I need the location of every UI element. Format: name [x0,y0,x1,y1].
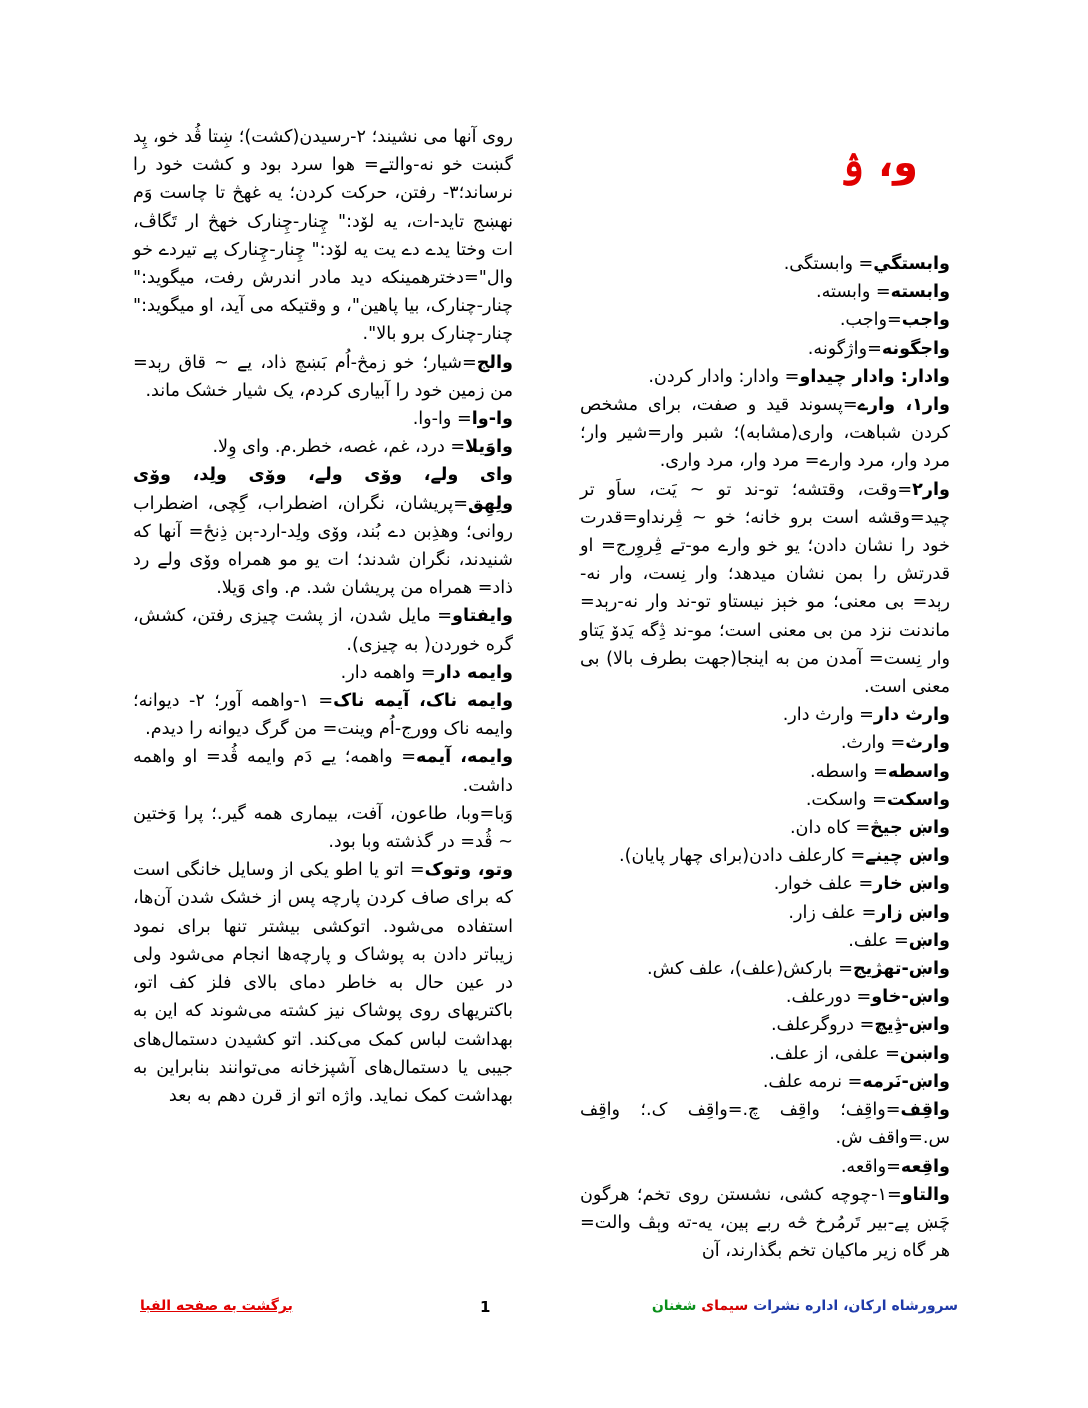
dictionary-entry [580,1153,950,1181]
entry-headword: وا-وا [471,409,513,430]
entry-definition: =۱-چوچه کشی، نشستن روی تخم؛ هرگون چَښ پے-بیر تَرمُرخ څه ربے ېین، یه-ته وېڤ والت= هر گاه زیر ماکیان تخم بگذارند، آن [580,1184,950,1262]
entry-definition: = وارث دار. [782,705,874,726]
page-number: 1 [480,1298,491,1316]
entry-definition: = مایل شدن، از پشت چیزی رفتن، کشش، گره خوردن( به چیزی). [133,606,513,655]
entry-headword: وای ولے، ووٚی ولے، ووٚی ولِد، ووٚی ولِهِق [133,465,513,514]
entry-headword: وارث دار [873,705,950,726]
entry-headword: والج [476,352,513,373]
dictionary-entry [133,433,513,461]
entry-headword: وایمه دار [435,662,513,683]
dictionary-entry [580,335,950,363]
entry-definition: =واجب. [839,310,902,331]
entry-definition: روی آنها می نشیند؛ ۲-رسیدن(کشت)؛ ښِتا ڤُد خو، پِد گښت خو نه-والتے= هوا سرد بود و کشت خود را نرساند؛۳- رفتن، حرکت کردن؛ یه غهڅ تا چاست وَم نهښج تاید-ات، یه لۆد:" چِنار-چِنارک خهڅ ار تَگاڤ، ات وختا یدے دے یت یه لۆد:" چِنار-چِنارک پے تیردے خو وال"=دخترهمینکه دید مادر اندرش رفت، میگوید:" چنار-چنارک، بیا پاهین"، و وقتیکه می آید، او میگوید:" چنار-چنارک برو بالا". [133,127,514,345]
right-column [580,250,950,1265]
dictionary-entry [133,659,513,687]
entry-headword: وایفتاو [452,606,513,627]
entry-definition: = واسطه. [810,761,888,782]
back-to-alphabet-link[interactable]: برگشت به صفحه الفبا [140,1298,293,1314]
entry-headword: وار۱، وارے [857,395,950,416]
entry-headword: واښ-خاو [871,987,950,1008]
entry-definition: = دورعلف. [785,987,872,1008]
dictionary-entry [580,1096,950,1152]
entry-headword: واښ چینے [865,846,950,867]
dictionary-entry [580,842,950,870]
entry-headword: والتاو [901,1184,950,1205]
entry-headword: واښ جیڅ [870,818,950,839]
dictionary-entry [580,758,950,786]
footer-seema: سیمای [701,1298,749,1314]
entry-definition: = علفی، از علف. [769,1043,900,1064]
entry-definition: = واسکت. [805,789,887,810]
entry-headword: وابستگي [873,254,950,274]
entry-headword: واسطه [887,761,950,782]
entry-headword: واسکت [886,789,950,810]
entry-definition: =پسوند قید و صفت، برای مشخص کردن شباهت، واری(مشابه)؛ شبر وار=شیر وار؛ مرد وار، مرد وارے= مرد وار، مرد واری. [580,395,950,472]
dictionary-entry [133,461,513,602]
entry-headword: وارث [905,733,950,754]
section-heading: و، ۉ [840,140,918,186]
dictionary-entry [580,729,950,757]
dictionary-entry [580,701,950,729]
entry-headword: واجب [901,310,950,331]
dictionary-entry [133,123,513,349]
entry-definition: = کارعلف دادن(برای چهار پایان). [619,846,866,867]
entry-definition: =شیار؛ خو زمڅ-اُم بَښچ ذاد، یے ~ قاق رېد= من زمین خود را آبیاری کردم، یک شیار خشک ماند. [133,352,513,401]
entry-definition: =وقت، وقتشه؛ تو-ند تو ~ یَت، ساَو تر چید=وقشه است برو خانه؛ خو ~ ڤِرنداو=قدرت خود را نشان دادن؛ یو خو وارے مو-تے ڤِروِرج= او قدرتش را بمن نشان میدهد؛ وار نِست، وار نه-رېد= بی معنی؛ مو خېز نیستاو تو-ند وار نه-رېد= ماندنت نزد من بی معنی است؛ مو-ند ڎِگه یَدوٚ یَتاو وار نِست= آمدن من به اینجا(جهت بطرف بالا) بی معنی است. [580,479,950,698]
dictionary-entry [580,476,950,702]
entry-definition: = وابسته. [816,282,891,303]
footer-shughnan: شغنان [651,1298,702,1314]
entry-definition: = ۱-واهمه آور؛ ۲- دیوانه؛ وایمه ناک وورج-اُم وینت= من گرگ دیوانه را دیدم. [133,691,513,740]
entry-headword: وادار: وادار چیداو [799,366,950,387]
entry-headword: وابسته [890,282,950,303]
entry-definition: = دروگرعلف. [770,1015,875,1036]
dictionary-entry [133,743,513,799]
entry-definition: = واهمه؛ یے دَم وایمه ڤُد= او واهمه داشت. [133,747,513,796]
entry-definition: = بارکش(علف)، علف کش. [647,959,853,980]
entry-definition: = وارث. [840,733,906,754]
entry-headword: واښ زار [876,902,950,923]
entry-definition: = وابستگی. [783,254,874,274]
dictionary-entry [580,306,950,334]
entry-definition: = وا-وا. [412,409,472,430]
dictionary-entry [580,363,950,391]
entry-headword: وایمه، آیمه [416,747,514,768]
entry-headword: واښن [899,1043,950,1064]
dictionary-entry [580,1068,950,1096]
dictionary-entry [133,687,513,743]
entry-headword: واښ خار [873,874,950,895]
entry-definition: = اتو یا اطو یکی از وسایل خانگی است که برای صاف کردن پارچه پس از خشک شدن آن‌ها، استفاده می‌شود. اتوکشی بیشتر تنها برای نمود زیباتر دادن به پوشاک و پارچه‌ها انجام می‌شود ولی در عین حال به خاطر دمای بالای فلز کف اتو، باکتریهای روی پوشاک نیز کشته می‌شوند که این به بهداشت لباس کمک می‌کند. اتو کشیدن دستمال‌های جیبی یا دستمال‌های آشپزخانه می‌توانند بنابراین به بهداشت کمک نماید. واژه اتو از قرن دهم به بعد [133,860,513,1106]
entry-headword: واوَیلا [465,437,513,458]
entry-definition: = نرمه علف. [762,1071,863,1092]
entry-headword: واقِعه [900,1156,950,1177]
entry-headword: واښ-تهژیج [853,959,950,980]
dictionary-entry [133,602,513,658]
entry-definition: = علف. [848,930,909,951]
entry-definition: = علف زار. [788,902,877,923]
entry-headword: واقِف [900,1100,950,1121]
left-column [133,123,513,1110]
entry-definition: = واهمه دار. [340,662,436,683]
dictionary-entry [133,856,513,1110]
footer-author: سرورشاه ارکان، اداره نشرات [748,1298,958,1314]
dictionary-entry [580,927,950,955]
entry-headword: واښ-ڎِیچ [874,1015,950,1036]
entry-definition: =پریشان، نگران، اضطراب، گِچی، اضطراب روانی؛ وهذِبن دے بُند، ووٚی ولِد-ارد-ېن ذِنځ= آنها که شنیدند، نگران شدند؛ ات یو مو همراه ووٚی ولے رد ذاد= همراه من پریشان شد. م. وای وَیلا. [133,493,513,599]
dictionary-entry [580,250,950,278]
dictionary-entry [133,800,513,856]
dictionary-entry [580,870,950,898]
dictionary-entry [580,983,950,1011]
entry-headword: وتو، وتوک [424,860,514,881]
dictionary-entry [580,786,950,814]
dictionary-entry [133,349,513,405]
dictionary-entry [580,955,950,983]
entry-definition: وَبا=وبا، طاعون، آفت، بیماری همه گیر.؛ پرا وَختین ~ ڤُد= در گذشته وبا بود. [133,803,513,853]
dictionary-entry [580,391,950,476]
entry-definition: = کاه دان. [789,818,871,839]
entry-headword: وار۲ [912,479,950,500]
dictionary-entry [133,405,513,433]
dictionary-entry [580,899,950,927]
entry-definition: =واژگونه. [807,338,882,359]
entry-headword: واجگونه [881,338,950,359]
dictionary-entry [580,1181,950,1266]
entry-definition: =واقعه. [840,1156,901,1177]
dictionary-entry [580,1011,950,1039]
entry-definition: = وادار: وادار کردن. [648,366,800,387]
entry-headword: واښ [908,930,950,951]
entry-definition: =واقِف؛ واقِف چ.=واقِف ک.؛ واقِف س.=واقف ش. [580,1100,950,1149]
entry-headword: وایمه ناک، آیمه ناک [333,691,514,712]
entry-definition: = علف خوار. [773,874,874,895]
dictionary-entry [580,814,950,842]
entry-definition: = درد، غم، غصه، خطر.م. وای وِلا. [212,437,466,458]
entry-headword: واښ-نَرمه [862,1071,950,1092]
footer-publisher [652,1298,958,1322]
dictionary-entry [580,278,950,306]
dictionary-entry [580,1040,950,1068]
